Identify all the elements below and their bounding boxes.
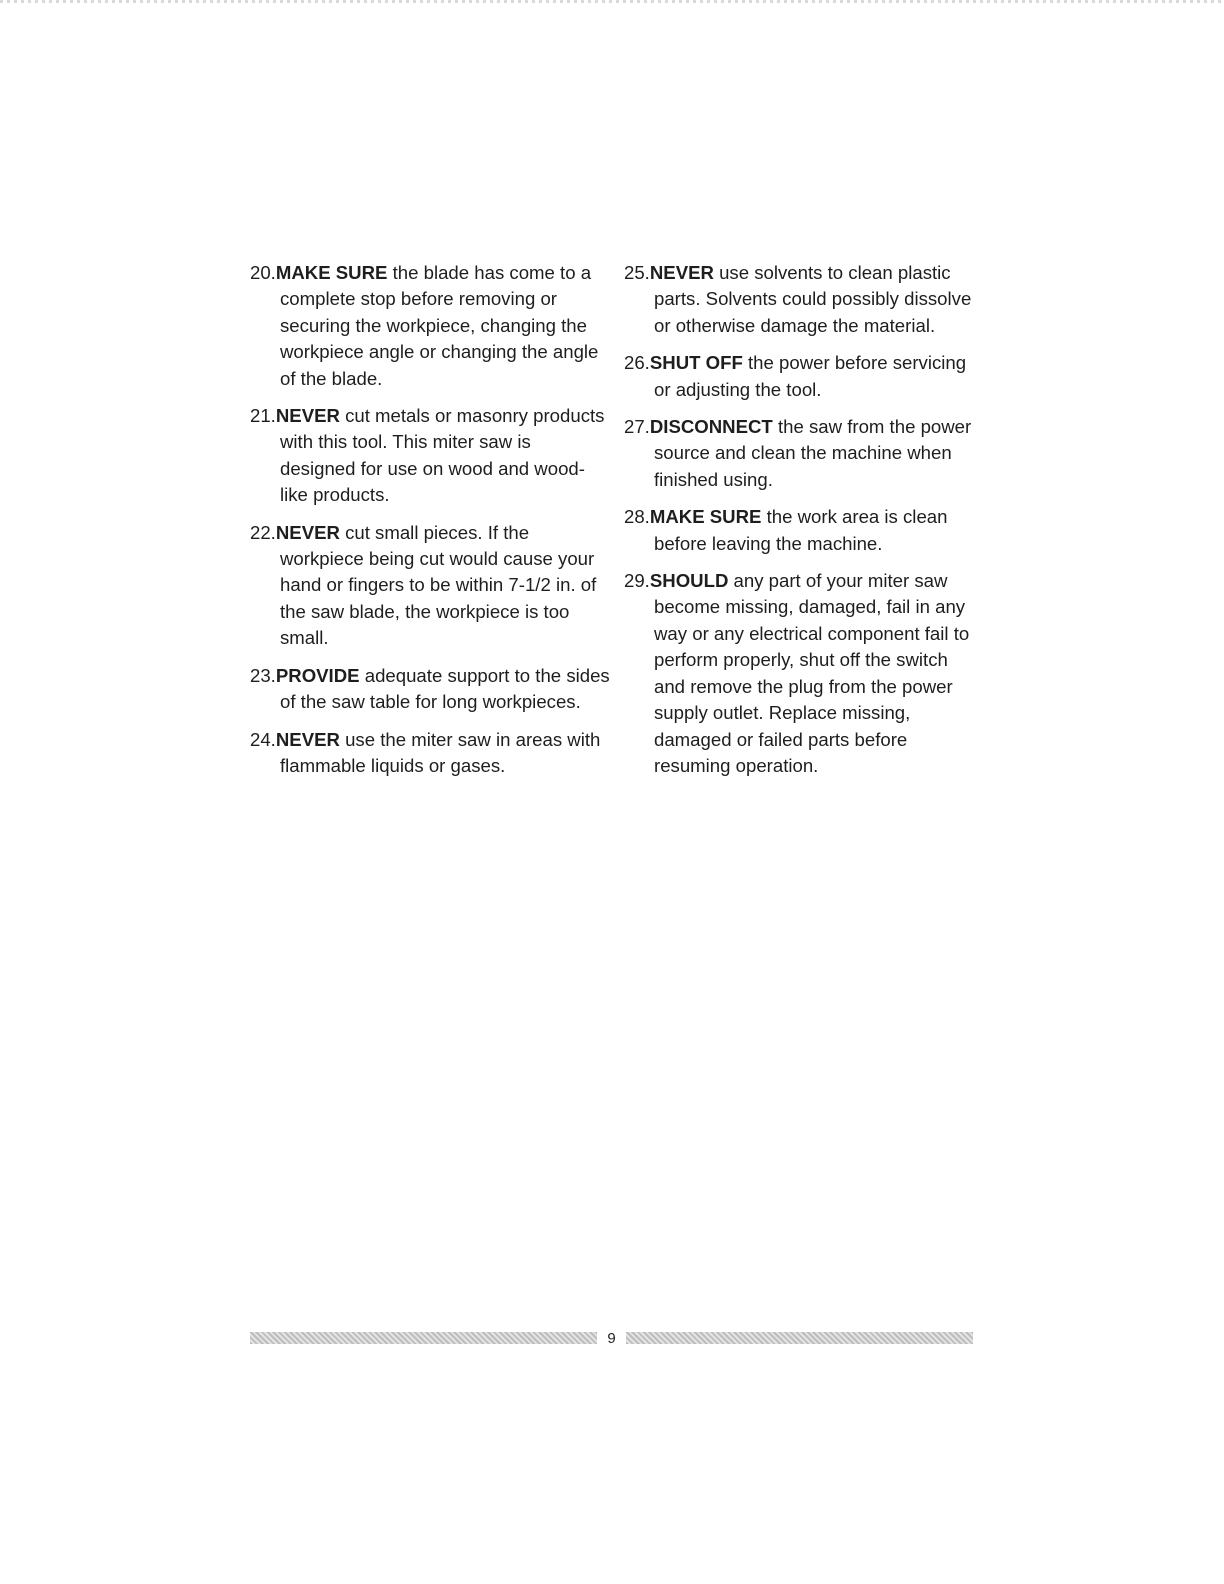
safety-item-28 bbox=[624, 504, 984, 557]
item-number: 22. bbox=[250, 521, 276, 543]
item-number: 29. bbox=[624, 570, 650, 592]
page-footer bbox=[250, 1330, 973, 1346]
item-text: the power before servicing or adjusting the tool. bbox=[654, 352, 967, 400]
item-keyword: MAKE SURE bbox=[649, 506, 762, 528]
item-number: 26. bbox=[624, 352, 650, 374]
item-number: 28. bbox=[624, 506, 650, 528]
safety-item-22 bbox=[250, 520, 610, 652]
item-text: the work area is clean before leaving the machine. bbox=[654, 506, 948, 554]
safety-item-23 bbox=[250, 663, 610, 716]
item-text: any part of your miter saw become missing, damaged, fail in any way or any electrical component fail to perform properly, shut off the switch and remove the plug from the power supply outlet. Replace missing, damaged or failed parts before resuming operation. bbox=[654, 570, 970, 776]
item-keyword: PROVIDE bbox=[275, 664, 360, 686]
item-number: 24. bbox=[250, 728, 276, 750]
item-text: use the miter saw in areas with flammable liquids or gases. bbox=[280, 728, 601, 776]
footer-bar-right bbox=[626, 1332, 973, 1344]
item-number: 25. bbox=[624, 262, 650, 283]
item-number: 27. bbox=[624, 416, 650, 438]
item-keyword: NEVER bbox=[275, 521, 340, 543]
safety-item-21 bbox=[250, 403, 610, 509]
right-column bbox=[624, 260, 984, 790]
item-text: the saw from the power source and clean the machine when finished using. bbox=[654, 416, 972, 490]
item-number: 23. bbox=[250, 664, 276, 686]
item-text: cut metals or masonry products with this tool. This miter saw is designed for use on wood and wood-like products. bbox=[280, 405, 605, 506]
item-keyword: NEVER bbox=[275, 405, 340, 427]
item-keyword: SHOULD bbox=[649, 570, 729, 592]
item-keyword: NEVER bbox=[649, 262, 714, 283]
item-number: 21. bbox=[250, 405, 276, 427]
item-keyword: SHUT OFF bbox=[649, 352, 743, 374]
scan-edge-noise bbox=[0, 0, 1224, 3]
page-number: 9 bbox=[607, 1329, 616, 1347]
safety-item-29 bbox=[624, 568, 984, 779]
item-text: cut small pieces. If the workpiece being cut would cause your hand or fingers to be within 7-1/2 in. of the saw blade, the workpiece is too small. bbox=[280, 521, 597, 649]
item-keyword: NEVER bbox=[275, 728, 340, 750]
item-keyword: MAKE SURE bbox=[275, 262, 388, 283]
left-column bbox=[250, 260, 610, 790]
item-text: adequate support to the sides of the saw table for long workpieces. bbox=[280, 664, 610, 713]
safety-item-20 bbox=[250, 260, 610, 392]
item-text: the blade has come to a complete stop before removing or securing the workpiece, changing the workpiece angle or changing the angle of the blade. bbox=[280, 262, 599, 389]
item-number: 20. bbox=[250, 262, 276, 283]
safety-item-25 bbox=[624, 260, 984, 339]
safety-item-27 bbox=[624, 414, 984, 493]
safety-item-24 bbox=[250, 727, 610, 780]
safety-item-26 bbox=[624, 350, 984, 403]
item-text: use solvents to clean plastic parts. Solvents could possibly dissolve or otherwise damage the material. bbox=[654, 262, 972, 336]
item-keyword: DISCONNECT bbox=[649, 416, 773, 438]
footer-bar-left bbox=[250, 1332, 597, 1344]
